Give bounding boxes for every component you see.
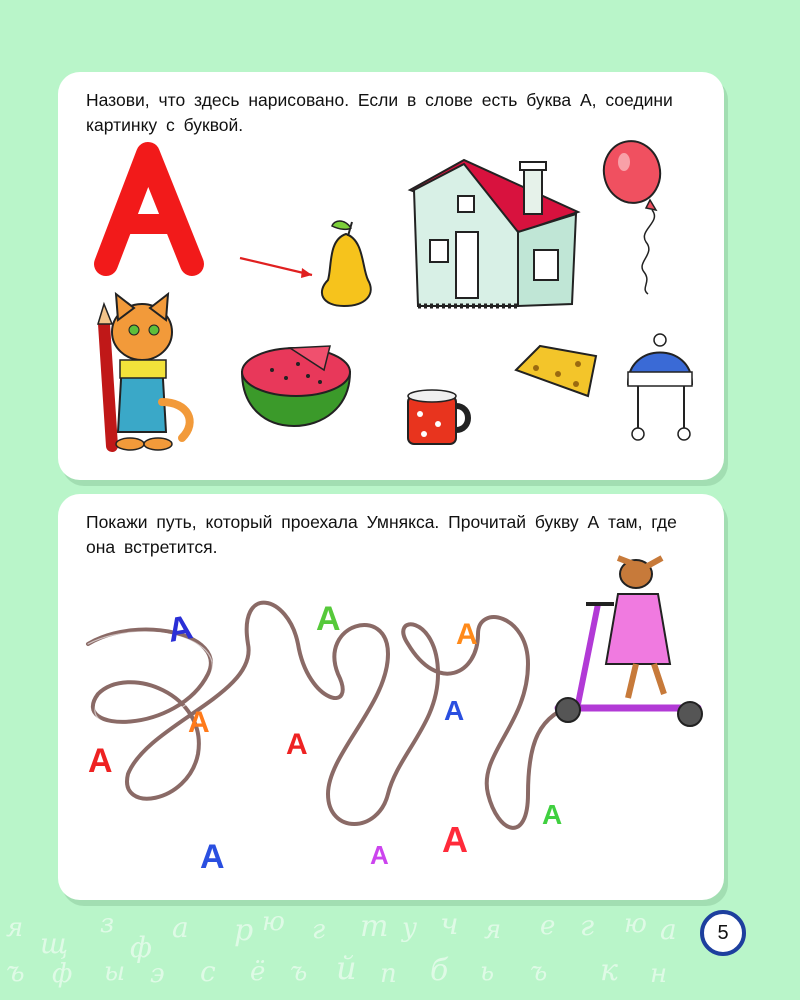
decor-letter: ф <box>130 931 152 964</box>
decor-letter: г <box>312 915 326 945</box>
maze-letter: А <box>456 618 478 651</box>
maze-letter: А <box>200 838 225 876</box>
winter-hat-icon <box>628 334 692 440</box>
task-2-instruction: Покажи путь, который проехала Умнякса. Прочитай букву А там, где она встретится. <box>86 512 677 557</box>
decor-letter: ъ <box>290 957 308 987</box>
decor-letter: ю <box>262 907 285 937</box>
watermelon-icon <box>242 346 350 426</box>
decor-letter: к <box>600 953 618 988</box>
decorative-alphabet <box>0 905 700 1000</box>
decor-letter: ы <box>104 957 126 987</box>
decor-letter: р <box>234 913 254 948</box>
decor-letter: ъ <box>530 957 548 987</box>
decor-letter: я <box>484 915 502 945</box>
maze-letter: А <box>88 742 113 780</box>
task-card-2 <box>58 494 724 900</box>
decor-letter: п <box>380 959 397 989</box>
decor-letter: ь <box>480 957 495 987</box>
decor-letter: ё <box>250 957 266 987</box>
decor-letter: з <box>100 909 115 939</box>
maze-illustration <box>58 494 724 900</box>
decor-letter: у <box>402 913 418 943</box>
decor-letter: г <box>580 909 595 942</box>
decor-letter: ю <box>624 909 647 939</box>
scooter-rider-icon <box>556 558 702 726</box>
maze-letter: А <box>286 728 308 761</box>
page-number: 5 <box>700 910 746 956</box>
maze-letter: А <box>444 695 465 726</box>
maze-letter: А <box>370 840 389 870</box>
cheese-icon <box>516 346 596 396</box>
maze-letter: А <box>188 706 210 739</box>
decor-letter: т <box>360 909 389 944</box>
house-icon <box>410 160 578 306</box>
pear-icon <box>322 221 371 306</box>
decor-letter: ф <box>52 959 73 989</box>
decor-letter: э <box>150 959 165 989</box>
mug-icon <box>408 390 468 444</box>
arrow-to-pear <box>240 258 312 278</box>
decor-letter: а <box>660 913 677 946</box>
maze-letter: А <box>442 819 468 860</box>
task-card-1 <box>58 72 724 480</box>
decor-letter: ъ <box>6 955 25 988</box>
decor-letter: е <box>540 911 556 941</box>
balloon-icon <box>598 136 666 294</box>
cat-with-pencil-icon <box>98 294 190 450</box>
decor-letter: а <box>172 911 189 944</box>
task-1-instruction: Назови, что здесь нарисовано. Если в слове есть буква А, соедини картинку с буквой. <box>86 90 673 135</box>
big-letter-a <box>106 154 192 264</box>
decor-letter: щ <box>40 927 69 960</box>
maze-letter: А <box>164 608 196 650</box>
maze-letter: А <box>316 600 341 638</box>
decor-letter: н <box>650 959 668 989</box>
decor-letter: ч <box>440 907 459 942</box>
decor-letter: я <box>6 913 24 943</box>
task-1-illustrations <box>58 72 724 480</box>
decor-letter: й <box>336 949 357 987</box>
decor-letter: б <box>430 953 449 988</box>
decor-letter: с <box>200 955 216 988</box>
maze-letter: А <box>542 799 563 830</box>
